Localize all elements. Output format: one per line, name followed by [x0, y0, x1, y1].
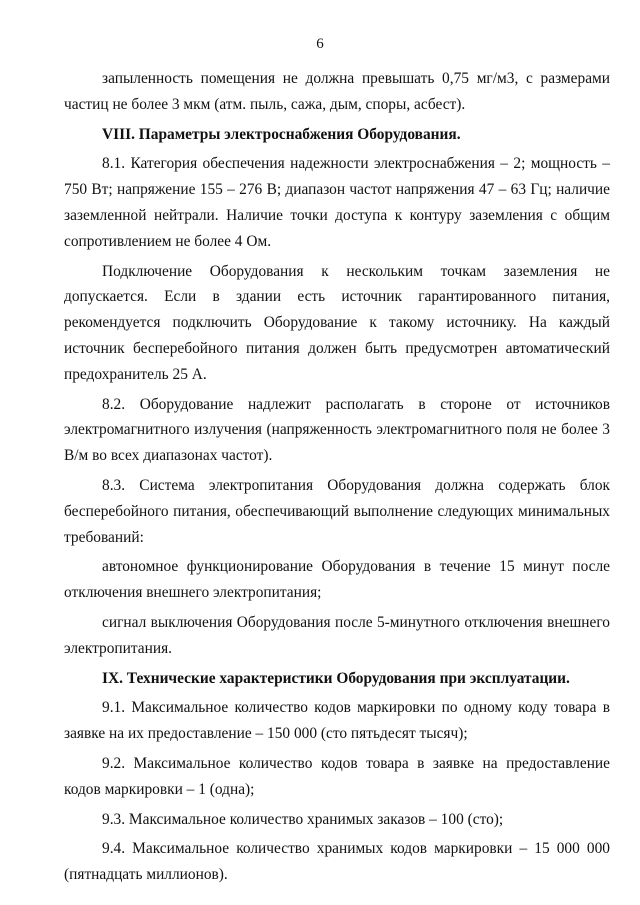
paragraph-9-2: 9.2. Максимальное количество кодов товара в заявке на предоставление кодов маркировки – 1 (одна);	[64, 754, 610, 798]
page-content	[64, 66, 610, 892]
section-heading-viii: VIII. Параметры электроснабжения Оборудования.	[102, 125, 461, 143]
paragraph-8-2: 8.2. Оборудование надлежит располагать в стороне от источников электромагнитного излучения (напряженность электромагнитного поля не более 3 В/м во всех диапазонах частот).	[64, 395, 610, 465]
paragraph-8-3: 8.3. Система электропитания Оборудования должна содержать блок бесперебойного питания, обеспечивающий выполнение следующих минимальных требований:	[64, 476, 610, 546]
paragraph-9-1: 9.1. Максимальное количество кодов маркировки по одному коду товара в заявке на их предоставление – 150 000 (сто пятьдесят тысяч);	[64, 699, 610, 743]
paragraph-9-4: 9.4. Максимальное количество хранимых кодов маркировки – 15 000 000 (пятнадцать миллионов).	[64, 840, 610, 884]
paragraph-8-1-grounding: Подключение Оборудования к нескольким точкам заземления не допускается. Если в здании есть источник гарантированного питания, рекомендуется подключить Оборудование к такому источнику. На каждый источник бесперебойного питания должен быть предусмотрен автоматический предохранитель 25 А.	[64, 262, 610, 383]
page-number: 6	[316, 36, 324, 52]
paragraph-8-3-signal: сигнал выключения Оборудования после 5-минутного отключения внешнего электропитания.	[64, 613, 610, 657]
section-heading-ix: IX. Технические характеристики Оборудования при эксплуатации.	[102, 669, 570, 687]
paragraph-dust: запыленность помещения не должна превышать 0,75 мг/м3, с размерами частиц не более 3 мкм (атм. пыль, сажа, дым, споры, асбест).	[64, 70, 610, 113]
paragraph-8-1: 8.1. Категория обеспечения надежности электроснабжения – 2; мощность – 750 Вт; напряжение 155 – 276 В; диапазон частот напряжения 47 – 63 Гц; наличие заземленной нейтрали. Наличие точки доступа к контуру заземления с общим сопротивлением не более 4 Ом.	[64, 155, 610, 250]
paragraph-8-3-autonomous: автономное функционирование Оборудования в течение 15 минут после отключения внешнего электропитания;	[64, 558, 610, 602]
paragraph-9-3: 9.3. Максимальное количество хранимых заказов – 100 (сто);	[102, 810, 504, 828]
